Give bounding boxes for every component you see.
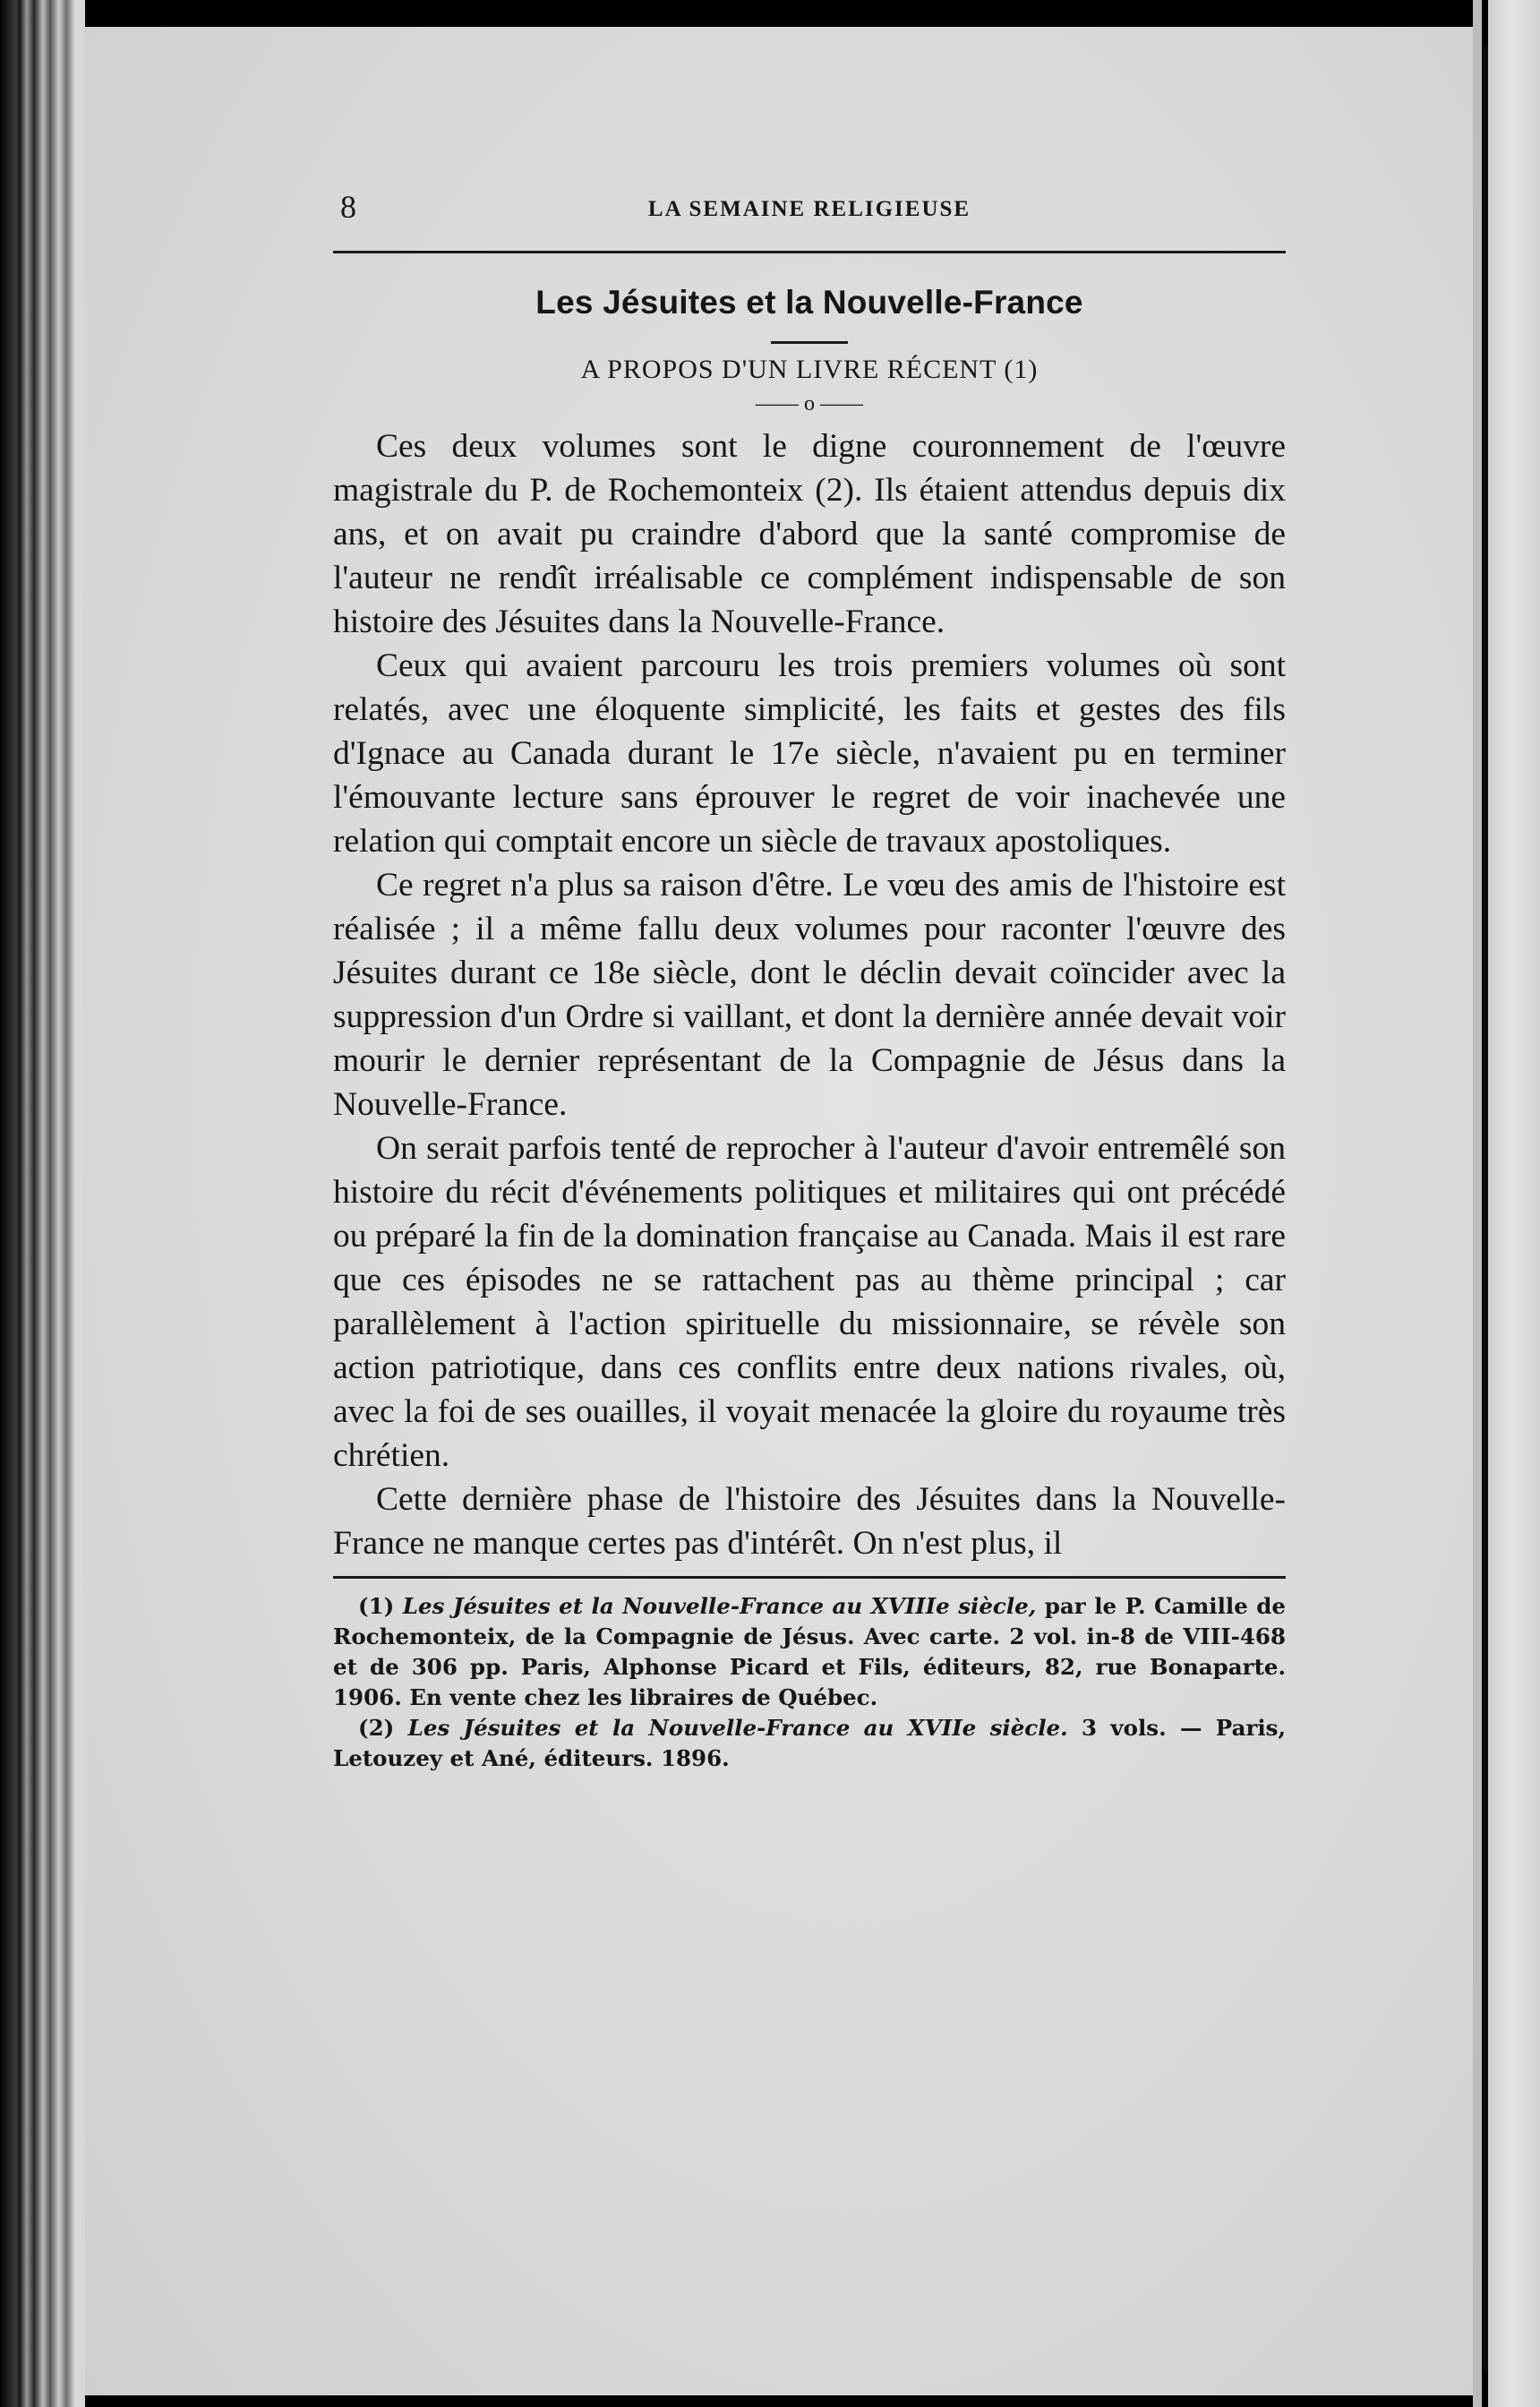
footnotes <box>333 1591 1286 1774</box>
paragraph: Ceux qui avaient parcouru les trois premiers volumes où sont relatés, avec une éloquente simplicité, les faits et gestes des fils d'Ignace au Canada durant le 17e siècle, n'avaient pu en terminer l'émouvante lecture sans éprouver le regret de voir inachevée une relation qui comptait encore un siècle de travaux apostoliques. <box>333 647 1286 860</box>
ornament-divider: —— o —— <box>756 392 863 415</box>
page-number: 8 <box>340 189 356 225</box>
running-head <box>333 179 1286 224</box>
footnote-marker: (1) <box>358 1593 395 1619</box>
page-right-margin <box>1473 0 1482 2407</box>
footnote-rule <box>333 1576 1286 1579</box>
footnote-text: 3 vols. — Paris, Letouzey et Ané, éditeurs. 1896. <box>333 1715 1286 1771</box>
book-edge-shadow <box>0 0 85 2407</box>
article-subtitle: A PROPOS D'UN LIVRE RÉCENT (1) <box>580 355 1039 384</box>
header-rule <box>333 251 1286 253</box>
footnote-marker: (2) <box>358 1715 395 1741</box>
facing-page-edge <box>1488 0 1540 2407</box>
paragraph: On serait parfois tenté de reprocher à l'auteur d'avoir entremêlé son histoire du récit d'événements politiques et militaires qui ont précédé ou préparé la fin de la domination française au Canada. Mais il est rare que ces épisodes ne se rattachent pas au thème principal ; car parallèlement à l'action spirituelle du missionnaire, se révèle son action patriotique, dans ces conflits entre deux nations rivales, où, avec la foi de ses ouailles, il voyait menacée la gloire du royaume très chrétien. <box>333 1130 1286 1474</box>
footnote-book-title: Les Jésuites et la Nouvelle-France au XVIIe siècle. <box>407 1715 1068 1741</box>
footnote-text: par le P. Camille de Rochemonteix, de la Compagnie de Jésus. Avec carte. 2 vol. in-8 de VIII-468 et de 306 pp. Paris, Alphonse Picard et Fils, éditeurs, 82, rue Bonaparte. 1906. En vente chez les libraires de Québec. <box>333 1593 1287 1710</box>
paragraph: Cette dernière phase de l'histoire des Jésuites dans la Nouvelle-France ne manque certes pas d'intérêt. On n'est plus, il <box>333 1481 1286 1562</box>
paragraph: Ce regret n'a plus sa raison d'être. Le vœu des amis de l'histoire est réalisée ; il a même fallu deux volumes pour raconter l'œuvre des Jésuites durant ce 18e siècle, dont le déclin devait coïncider avec la suppression d'un Ordre si vaillant, et dont la dernière année devait voir mourir le dernier représentant de la Compagnie de Jésus dans la Nouvelle-France. <box>333 867 1286 1123</box>
article-body <box>333 424 1286 1565</box>
scan-border-line <box>1482 45 1488 2373</box>
article-title: Les Jésuites et la Nouvelle-France <box>535 284 1083 321</box>
running-title: LA SEMAINE RELIGIEUSE <box>647 197 971 221</box>
page-content <box>333 179 1286 1774</box>
title-rule <box>771 341 848 344</box>
paragraph: Ces deux volumes sont le digne couronnement de l'œuvre magistrale du P. de Rochemonteix (2). Ils étaient attendus depuis dix ans, et on avait pu craindre d'abord que la santé compromise de l'auteur ne rendît irréalisable ce complément indispensable de son histoire des Jésuites dans la Nouvelle-France. <box>333 428 1286 640</box>
footnote-book-title: Les Jésuites et la Nouvelle-France au XVIIIe siècle, <box>402 1593 1037 1619</box>
footnote-2 <box>333 1713 1286 1774</box>
footnote-1 <box>333 1591 1286 1713</box>
